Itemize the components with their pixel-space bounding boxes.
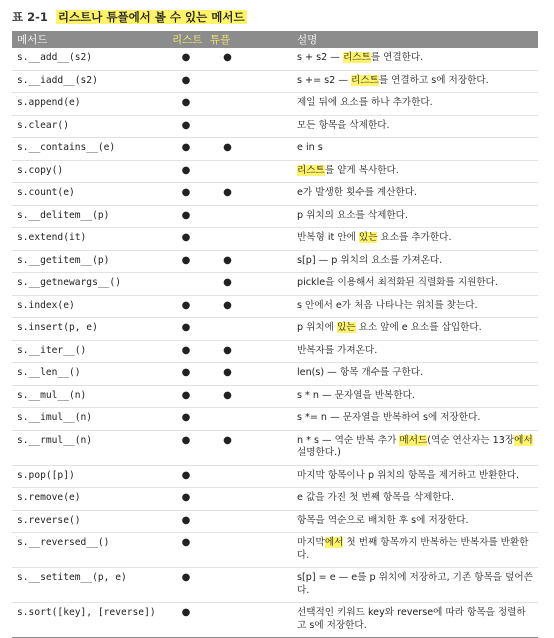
description-text: s[p] — p 위치의 요소를 가져온다. [297, 254, 443, 266]
method-description [292, 510, 538, 533]
method-description [292, 160, 538, 183]
tuple-support-bullet: ● [205, 363, 250, 386]
spacer-cell [250, 408, 292, 431]
method-description [292, 228, 538, 251]
method-name: s.clear() [12, 115, 167, 138]
method-name: s.__reversed__() [12, 533, 167, 568]
description-text: s + s2 — [297, 52, 343, 63]
tuple-support-bullet [205, 603, 250, 638]
method-description [292, 533, 538, 568]
table-row [12, 533, 538, 568]
table-number: 표 2-1 [12, 10, 48, 24]
tuple-support-bullet [205, 488, 250, 511]
spacer-cell [250, 183, 292, 206]
method-name: s.remove(e) [12, 488, 167, 511]
description-text: s += s2 — [297, 74, 351, 86]
description-text: (역순 연산자는 13장 [427, 434, 515, 446]
table-row [12, 183, 538, 206]
method-name: s.reverse() [12, 510, 167, 533]
method-description [292, 48, 538, 70]
column-header-list: 리스트 [167, 31, 205, 48]
list-support-bullet: ● [167, 385, 205, 408]
method-description [292, 70, 538, 93]
method-description [292, 430, 538, 465]
spacer-cell [250, 430, 292, 465]
method-name: s.__mul__(n) [12, 385, 167, 408]
description-text: 모든 항목을 삭제한다. [297, 119, 390, 131]
tuple-support-bullet [205, 465, 250, 488]
list-support-bullet: ● [167, 603, 205, 638]
spacer-cell [250, 93, 292, 116]
method-description [292, 318, 538, 341]
tuple-support-bullet: ● [205, 430, 250, 465]
description-text: s *= n — 문자열을 반복하여 s에 저장한다. [297, 412, 481, 423]
description-text: 반복자를 가져온다. [297, 344, 378, 356]
tuple-support-bullet: ● [205, 385, 250, 408]
table-row [12, 408, 538, 431]
spacer-cell [250, 205, 292, 228]
table-row [12, 465, 538, 488]
method-name: s.sort([key], [reverse]) [12, 603, 167, 638]
method-description [292, 93, 538, 116]
table-row [12, 250, 538, 273]
method-description [292, 488, 538, 511]
method-name: s.__setitem__(p, e) [12, 568, 167, 603]
method-description [292, 363, 538, 386]
spacer-cell [250, 318, 292, 341]
method-name: s.__getnewargs__() [12, 273, 167, 296]
method-name: s.__getitem__(p) [12, 250, 167, 273]
method-name: s.pop([p]) [12, 465, 167, 488]
highlighted-text: 리스트 [342, 52, 371, 63]
description-text: 요소 앞에 e 요소를 삽입한다. [355, 322, 482, 333]
tuple-support-bullet [205, 205, 250, 228]
description-text: p 위치에 [297, 322, 337, 333]
method-name: s.__add__(s2) [12, 48, 167, 70]
list-support-bullet: ● [167, 160, 205, 183]
method-description [292, 273, 538, 296]
list-support-bullet: ● [167, 568, 205, 603]
table-row [12, 363, 538, 386]
table-body [12, 48, 538, 638]
method-name: s.insert(p, e) [12, 318, 167, 341]
method-name: s.__rmul__(n) [12, 430, 167, 465]
description-text: 제일 뒤에 요소를 하나 추가한다. [297, 97, 433, 108]
spacer-cell [250, 510, 292, 533]
method-description [292, 408, 538, 431]
tuple-support-bullet: ● [205, 183, 250, 206]
description-text: p 위치의 요소를 삭제한다. [297, 209, 408, 221]
table-row [12, 430, 538, 465]
spacer-cell [250, 385, 292, 408]
spacer-cell [250, 115, 292, 138]
table-row [12, 138, 538, 161]
table-row [12, 93, 538, 116]
description-text: e in s [297, 142, 323, 153]
table-row [12, 273, 538, 296]
table-caption [12, 8, 247, 26]
method-name: s.copy() [12, 160, 167, 183]
description-text: 마지막 [297, 537, 325, 548]
table-row [12, 160, 538, 183]
description-text: n * s — 역순 반복 추가 [297, 434, 400, 446]
spacer-cell [250, 363, 292, 386]
table-row [12, 385, 538, 408]
method-description [292, 250, 538, 273]
description-text: 요소를 추가한다. [377, 232, 452, 243]
method-name: s.__contains__(e) [12, 138, 167, 161]
highlighted-text: 리스트 [350, 74, 379, 86]
table-row [12, 603, 538, 638]
list-support-bullet: ● [167, 340, 205, 363]
method-description [292, 568, 538, 603]
table-row [12, 318, 538, 341]
list-support-bullet: ● [167, 318, 205, 341]
table-row [12, 488, 538, 511]
description-text: 반복형 it 안에 [297, 232, 359, 243]
method-name: s.index(e) [12, 295, 167, 318]
list-support-bullet: ● [167, 93, 205, 116]
list-support-bullet: ● [167, 408, 205, 431]
table-row [12, 228, 538, 251]
table-title: 리스트나 튜플에서 볼 수 있는 메서드 [57, 10, 245, 24]
list-support-bullet: ● [167, 465, 205, 488]
list-support-bullet [167, 273, 205, 296]
method-name: s.append(e) [12, 93, 167, 116]
description-text: pickle을 이용해서 최적화된 직렬화를 지원한다. [297, 277, 498, 288]
description-text: s * n — 문자열을 반복한다. [297, 389, 415, 401]
description-text: 첫 번째 항목까지 반복하는 반복자를 반환한다. [297, 537, 529, 561]
table-row [12, 205, 538, 228]
method-description [292, 385, 538, 408]
method-description [292, 115, 538, 138]
list-support-bullet: ● [167, 70, 205, 93]
tuple-support-bullet [205, 568, 250, 603]
list-support-bullet: ● [167, 228, 205, 251]
list-support-bullet: ● [167, 115, 205, 138]
tuple-support-bullet: ● [205, 138, 250, 161]
method-description [292, 205, 538, 228]
method-description [292, 603, 538, 638]
description-text: e가 발생한 횟수를 계산한다. [297, 187, 418, 198]
table-row [12, 568, 538, 603]
tuple-support-bullet: ● [205, 250, 250, 273]
spacer-cell [250, 160, 292, 183]
column-header-spacer [250, 31, 292, 48]
method-description [292, 295, 538, 318]
spacer-cell [250, 465, 292, 488]
tuple-support-bullet [205, 70, 250, 93]
highlighted-text: 에서 [324, 537, 344, 548]
column-header-tuple: 튜플 [205, 31, 250, 48]
method-description [292, 465, 538, 488]
methods-table [12, 31, 538, 638]
tuple-support-bullet [205, 93, 250, 116]
method-name: s.__len__() [12, 363, 167, 386]
list-support-bullet: ● [167, 48, 205, 70]
description-text: e 값을 가진 첫 번째 항목을 삭제한다. [297, 492, 454, 503]
description-text: 마지막 항목이나 p 위치의 항목을 제거하고 반환한다. [297, 469, 520, 481]
method-description [292, 138, 538, 161]
spacer-cell [250, 340, 292, 363]
spacer-cell [250, 603, 292, 638]
spacer-cell [250, 533, 292, 568]
table-row [12, 48, 538, 70]
list-support-bullet: ● [167, 430, 205, 465]
tuple-support-bullet [205, 160, 250, 183]
description-text: 선택적인 키워드 key와 reverse에 따라 항목을 정렬하고 s에 저장한다. [297, 607, 526, 631]
method-name: s.count(e) [12, 183, 167, 206]
spacer-cell [250, 273, 292, 296]
method-name: s.__iter__() [12, 340, 167, 363]
list-support-bullet: ● [167, 205, 205, 228]
table-row [12, 340, 538, 363]
tuple-support-bullet: ● [205, 340, 250, 363]
tuple-support-bullet [205, 318, 250, 341]
list-support-bullet: ● [167, 510, 205, 533]
column-header-method: 메서드 [12, 31, 167, 48]
tuple-support-bullet [205, 533, 250, 568]
table-row [12, 70, 538, 93]
spacer-cell [250, 228, 292, 251]
description-text: 를 얕게 복사한다. [324, 164, 399, 176]
tuple-support-bullet [205, 510, 250, 533]
highlighted-text: 에서 [514, 434, 533, 446]
column-header-description: 설명 [292, 31, 538, 48]
description-text: len(s) — 항목 개수를 구한다. [297, 367, 424, 378]
list-support-bullet: ● [167, 138, 205, 161]
list-support-bullet: ● [167, 183, 205, 206]
list-support-bullet: ● [167, 295, 205, 318]
spacer-cell [250, 568, 292, 603]
highlighted-text: 있는 [358, 232, 378, 243]
spacer-cell [250, 488, 292, 511]
list-support-bullet: ● [167, 533, 205, 568]
tuple-support-bullet: ● [205, 273, 250, 296]
table-header-row [12, 31, 538, 48]
description-text: s[p] = e — e를 p 위치에 저장하고, 기존 항목을 덮어쓴다. [297, 572, 533, 596]
highlighted-text: 있는 [337, 322, 356, 333]
table-row [12, 115, 538, 138]
spacer-cell [250, 138, 292, 161]
spacer-cell [250, 295, 292, 318]
description-text: 항목을 역순으로 배치한 후 s에 저장한다. [297, 514, 469, 526]
tuple-support-bullet [205, 115, 250, 138]
description-text: 를 연결하고 s에 저장한다. [378, 74, 489, 86]
description-text: s 안에서 e가 처음 나타나는 위치를 찾는다. [297, 299, 478, 311]
description-text: 설명한다.) [297, 447, 341, 458]
method-name: s.__delitem__(p) [12, 205, 167, 228]
method-name: s.extend(it) [12, 228, 167, 251]
description-text: 를 연결한다. [370, 52, 424, 63]
method-description [292, 183, 538, 206]
spacer-cell [250, 48, 292, 70]
tuple-support-bullet: ● [205, 48, 250, 70]
method-name: s.__iadd__(s2) [12, 70, 167, 93]
list-support-bullet: ● [167, 488, 205, 511]
highlighted-text: 리스트 [297, 164, 325, 176]
method-name: s.__imul__(n) [12, 408, 167, 431]
tuple-support-bullet [205, 228, 250, 251]
tuple-support-bullet: ● [205, 295, 250, 318]
highlighted-text: 메서드 [399, 434, 428, 446]
method-description [292, 340, 538, 363]
table-row [12, 510, 538, 533]
list-support-bullet: ● [167, 363, 205, 386]
list-support-bullet: ● [167, 250, 205, 273]
spacer-cell [250, 70, 292, 93]
tuple-support-bullet [205, 408, 250, 431]
table-row [12, 295, 538, 318]
spacer-cell [250, 250, 292, 273]
